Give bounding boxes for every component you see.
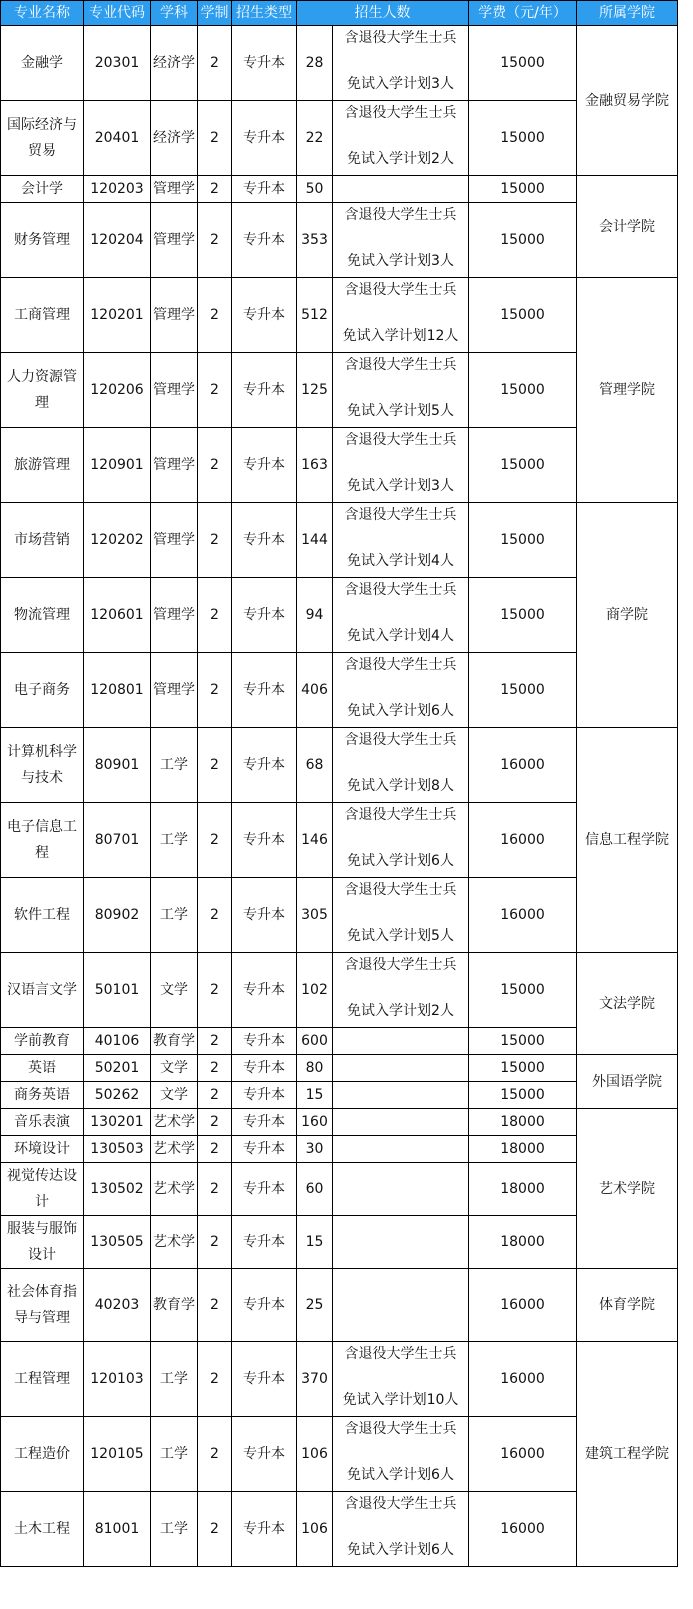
note-cell <box>333 1269 469 1342</box>
note-cell <box>333 653 469 728</box>
fee-cell: 15000 <box>469 26 577 101</box>
code-cell: 50201 <box>84 1055 151 1082</box>
years-cell: 2 <box>198 1216 232 1269</box>
type-cell: 专升本 <box>232 428 297 503</box>
count-cell: 80 <box>297 1055 333 1082</box>
major-cell: 国际经济与贸易 <box>1 101 84 176</box>
note-line-exempt: 免试入学计划3人 <box>347 253 454 269</box>
table-row <box>1 1492 678 1567</box>
college-cell: 金融贸易学院 <box>577 26 678 176</box>
note-cell <box>333 953 469 1028</box>
fee-cell: 18000 <box>469 1163 577 1216</box>
fee-cell: 16000 <box>469 1269 577 1342</box>
fee-cell: 16000 <box>469 1342 577 1417</box>
note-line-veterans: 含退役大学生士兵 <box>344 882 457 898</box>
note-cell <box>333 26 469 101</box>
note-line-exempt: 免试入学计划3人 <box>347 478 454 494</box>
note-line-veterans: 含退役大学生士兵 <box>344 657 457 673</box>
note-line-veterans: 含退役大学生士兵 <box>344 582 457 598</box>
count-cell: 353 <box>297 203 333 278</box>
years-cell: 2 <box>198 176 232 203</box>
discipline-cell: 工学 <box>151 1342 198 1417</box>
major-cell: 电子商务 <box>1 653 84 728</box>
code-cell: 40203 <box>84 1269 151 1342</box>
header-row <box>1 1 678 26</box>
years-cell: 2 <box>198 503 232 578</box>
count-cell: 406 <box>297 653 333 728</box>
college-cell: 信息工程学院 <box>577 728 678 953</box>
type-cell: 专升本 <box>232 278 297 353</box>
fee-cell: 15000 <box>469 176 577 203</box>
discipline-cell: 文学 <box>151 1082 198 1109</box>
note-line-veterans: 含退役大学生士兵 <box>344 1421 457 1437</box>
fee-cell: 15000 <box>469 578 577 653</box>
discipline-cell: 工学 <box>151 803 198 878</box>
note-cell <box>333 1163 469 1216</box>
note-line-exempt: 免试入学计划8人 <box>347 778 454 794</box>
fee-cell: 16000 <box>469 728 577 803</box>
table-row <box>1 578 678 653</box>
major-cell: 电子信息工程 <box>1 803 84 878</box>
type-cell: 专升本 <box>232 203 297 278</box>
code-cell: 80701 <box>84 803 151 878</box>
note-cell <box>333 176 469 203</box>
code-cell: 50262 <box>84 1082 151 1109</box>
count-cell: 144 <box>297 503 333 578</box>
fee-cell: 18000 <box>469 1109 577 1136</box>
years-cell: 2 <box>198 803 232 878</box>
note-line-exempt: 免试入学计划4人 <box>347 553 454 569</box>
count-cell: 50 <box>297 176 333 203</box>
note-line-veterans: 含退役大学生士兵 <box>344 357 457 373</box>
years-cell: 2 <box>198 1342 232 1417</box>
note-line-veterans: 含退役大学生士兵 <box>344 807 457 823</box>
note-cell <box>333 278 469 353</box>
major-cell: 视觉传达设计 <box>1 1163 84 1216</box>
type-cell: 专升本 <box>232 1216 297 1269</box>
years-cell: 2 <box>198 653 232 728</box>
college-cell: 艺术学院 <box>577 1109 678 1269</box>
type-cell: 专升本 <box>232 1417 297 1492</box>
table-row <box>1 1082 678 1109</box>
years-cell: 2 <box>198 578 232 653</box>
fee-cell: 15000 <box>469 203 577 278</box>
fee-cell: 18000 <box>469 1216 577 1269</box>
code-cell: 80902 <box>84 878 151 953</box>
fee-cell: 15000 <box>469 428 577 503</box>
note-line-exempt: 免试入学计划12人 <box>342 328 459 344</box>
years-cell: 2 <box>198 1269 232 1342</box>
college-cell: 体育学院 <box>577 1269 678 1342</box>
discipline-cell: 教育学 <box>151 1028 198 1055</box>
major-cell: 服装与服饰设计 <box>1 1216 84 1269</box>
discipline-cell: 管理学 <box>151 503 198 578</box>
note-line-veterans: 含退役大学生士兵 <box>344 30 457 46</box>
note-cell <box>333 728 469 803</box>
note-cell <box>333 803 469 878</box>
count-cell: 28 <box>297 26 333 101</box>
count-cell: 512 <box>297 278 333 353</box>
fee-cell: 16000 <box>469 1492 577 1567</box>
note-cell <box>333 353 469 428</box>
count-cell: 30 <box>297 1136 333 1163</box>
type-cell: 专升本 <box>232 1082 297 1109</box>
code-cell: 120204 <box>84 203 151 278</box>
major-cell: 商务英语 <box>1 1082 84 1109</box>
code-cell: 130503 <box>84 1136 151 1163</box>
table-row <box>1 803 678 878</box>
table-row <box>1 728 678 803</box>
code-cell: 20401 <box>84 101 151 176</box>
major-cell: 音乐表演 <box>1 1109 84 1136</box>
note-line-exempt: 免试入学计划5人 <box>347 928 454 944</box>
note-cell <box>333 1342 469 1417</box>
fee-cell: 15000 <box>469 953 577 1028</box>
table-row <box>1 101 678 176</box>
years-cell: 2 <box>198 1136 232 1163</box>
years-cell: 2 <box>198 1109 232 1136</box>
college-cell: 会计学院 <box>577 176 678 278</box>
type-cell: 专升本 <box>232 803 297 878</box>
code-cell: 40106 <box>84 1028 151 1055</box>
type-cell: 专升本 <box>232 1342 297 1417</box>
major-cell: 环境设计 <box>1 1136 84 1163</box>
fee-cell: 16000 <box>469 1417 577 1492</box>
discipline-cell: 经济学 <box>151 26 198 101</box>
header-years: 学制 <box>198 1 232 26</box>
major-cell: 社会体育指导与管理 <box>1 1269 84 1342</box>
code-cell: 120601 <box>84 578 151 653</box>
count-cell: 160 <box>297 1109 333 1136</box>
code-cell: 120203 <box>84 176 151 203</box>
years-cell: 2 <box>198 278 232 353</box>
years-cell: 2 <box>198 953 232 1028</box>
discipline-cell: 管理学 <box>151 428 198 503</box>
note-line-veterans: 含退役大学生士兵 <box>344 207 457 223</box>
discipline-cell: 工学 <box>151 1492 198 1567</box>
discipline-cell: 工学 <box>151 1417 198 1492</box>
header-major: 专业名称 <box>1 1 84 26</box>
code-cell: 120801 <box>84 653 151 728</box>
major-cell: 财务管理 <box>1 203 84 278</box>
type-cell: 专升本 <box>232 353 297 428</box>
code-cell: 130502 <box>84 1163 151 1216</box>
table-row <box>1 1109 678 1136</box>
discipline-cell: 工学 <box>151 878 198 953</box>
years-cell: 2 <box>198 1492 232 1567</box>
note-cell <box>333 203 469 278</box>
header-fee: 学费（元/年） <box>469 1 577 26</box>
count-cell: 163 <box>297 428 333 503</box>
note-line-exempt: 免试入学计划4人 <box>347 628 454 644</box>
discipline-cell: 文学 <box>151 1055 198 1082</box>
major-cell: 旅游管理 <box>1 428 84 503</box>
count-cell: 146 <box>297 803 333 878</box>
years-cell: 2 <box>198 1417 232 1492</box>
major-cell: 土木工程 <box>1 1492 84 1567</box>
note-line-veterans: 含退役大学生士兵 <box>344 732 457 748</box>
note-line-exempt: 免试入学计划2人 <box>347 1003 454 1019</box>
major-cell: 学前教育 <box>1 1028 84 1055</box>
note-cell <box>333 1082 469 1109</box>
count-cell: 68 <box>297 728 333 803</box>
discipline-cell: 教育学 <box>151 1269 198 1342</box>
years-cell: 2 <box>198 728 232 803</box>
college-cell: 文法学院 <box>577 953 678 1055</box>
years-cell: 2 <box>198 101 232 176</box>
type-cell: 专升本 <box>232 728 297 803</box>
major-cell: 金融学 <box>1 26 84 101</box>
type-cell: 专升本 <box>232 953 297 1028</box>
major-cell: 英语 <box>1 1055 84 1082</box>
years-cell: 2 <box>198 1163 232 1216</box>
note-line-exempt: 免试入学计划5人 <box>347 403 454 419</box>
years-cell: 2 <box>198 428 232 503</box>
note-line-veterans: 含退役大学生士兵 <box>344 105 457 121</box>
code-cell: 50101 <box>84 953 151 1028</box>
count-cell: 370 <box>297 1342 333 1417</box>
header-discipline: 学科 <box>151 1 198 26</box>
type-cell: 专升本 <box>232 1163 297 1216</box>
note-line-exempt: 免试入学计划3人 <box>347 76 454 92</box>
years-cell: 2 <box>198 1028 232 1055</box>
note-line-veterans: 含退役大学生士兵 <box>344 1346 457 1362</box>
type-cell: 专升本 <box>232 1492 297 1567</box>
type-cell: 专升本 <box>232 1055 297 1082</box>
note-cell <box>333 1417 469 1492</box>
note-cell <box>333 878 469 953</box>
table-row <box>1 1055 678 1082</box>
type-cell: 专升本 <box>232 1109 297 1136</box>
type-cell: 专升本 <box>232 653 297 728</box>
fee-cell: 15000 <box>469 503 577 578</box>
table-row <box>1 278 678 353</box>
count-cell: 15 <box>297 1082 333 1109</box>
fee-cell: 15000 <box>469 278 577 353</box>
code-cell: 120105 <box>84 1417 151 1492</box>
note-cell <box>333 1109 469 1136</box>
count-cell: 102 <box>297 953 333 1028</box>
years-cell: 2 <box>198 353 232 428</box>
discipline-cell: 管理学 <box>151 353 198 428</box>
college-cell: 建筑工程学院 <box>577 1342 678 1567</box>
code-cell: 120201 <box>84 278 151 353</box>
count-cell: 305 <box>297 878 333 953</box>
major-cell: 物流管理 <box>1 578 84 653</box>
table-row <box>1 653 678 728</box>
count-cell: 106 <box>297 1417 333 1492</box>
fee-cell: 15000 <box>469 653 577 728</box>
fee-cell: 18000 <box>469 1136 577 1163</box>
years-cell: 2 <box>198 1082 232 1109</box>
note-line-exempt: 免试入学计划10人 <box>342 1392 459 1408</box>
table-row <box>1 1216 678 1269</box>
discipline-cell: 文学 <box>151 953 198 1028</box>
table-row <box>1 1163 678 1216</box>
college-cell: 管理学院 <box>577 278 678 503</box>
college-cell: 外国语学院 <box>577 1055 678 1109</box>
header-college: 所属学院 <box>577 1 678 26</box>
discipline-cell: 管理学 <box>151 278 198 353</box>
years-cell: 2 <box>198 1055 232 1082</box>
type-cell: 专升本 <box>232 26 297 101</box>
note-line-exempt: 免试入学计划6人 <box>347 853 454 869</box>
note-line-veterans: 含退役大学生士兵 <box>344 957 457 973</box>
code-cell: 130505 <box>84 1216 151 1269</box>
code-cell: 80901 <box>84 728 151 803</box>
discipline-cell: 管理学 <box>151 203 198 278</box>
header-type: 招生类型 <box>232 1 297 26</box>
fee-cell: 15000 <box>469 101 577 176</box>
note-line-veterans: 含退役大学生士兵 <box>344 282 457 298</box>
fee-cell: 15000 <box>469 1055 577 1082</box>
discipline-cell: 艺术学 <box>151 1136 198 1163</box>
years-cell: 2 <box>198 26 232 101</box>
code-cell: 120901 <box>84 428 151 503</box>
table-row <box>1 1342 678 1417</box>
type-cell: 专升本 <box>232 1269 297 1342</box>
table-row <box>1 203 678 278</box>
college-cell: 商学院 <box>577 503 678 728</box>
table-row <box>1 1136 678 1163</box>
years-cell: 2 <box>198 878 232 953</box>
note-line-veterans: 含退役大学生士兵 <box>344 432 457 448</box>
count-cell: 94 <box>297 578 333 653</box>
code-cell: 120206 <box>84 353 151 428</box>
table-row <box>1 1417 678 1492</box>
discipline-cell: 管理学 <box>151 176 198 203</box>
count-cell: 60 <box>297 1163 333 1216</box>
major-cell: 工程造价 <box>1 1417 84 1492</box>
code-cell: 20301 <box>84 26 151 101</box>
table-row <box>1 1028 678 1055</box>
note-cell <box>333 578 469 653</box>
type-cell: 专升本 <box>232 101 297 176</box>
fee-cell: 16000 <box>469 803 577 878</box>
note-cell <box>333 428 469 503</box>
code-cell: 130201 <box>84 1109 151 1136</box>
table-row <box>1 176 678 203</box>
years-cell: 2 <box>198 203 232 278</box>
type-cell: 专升本 <box>232 1028 297 1055</box>
note-cell <box>333 1055 469 1082</box>
note-cell <box>333 1492 469 1567</box>
code-cell: 81001 <box>84 1492 151 1567</box>
count-cell: 600 <box>297 1028 333 1055</box>
note-cell <box>333 1136 469 1163</box>
discipline-cell: 艺术学 <box>151 1109 198 1136</box>
discipline-cell: 经济学 <box>151 101 198 176</box>
type-cell: 专升本 <box>232 1136 297 1163</box>
count-cell: 106 <box>297 1492 333 1567</box>
major-cell: 汉语言文学 <box>1 953 84 1028</box>
major-cell: 计算机科学与技术 <box>1 728 84 803</box>
code-cell: 120202 <box>84 503 151 578</box>
count-cell: 15 <box>297 1216 333 1269</box>
fee-cell: 15000 <box>469 353 577 428</box>
note-cell <box>333 503 469 578</box>
note-line-exempt: 免试入学计划6人 <box>347 1467 454 1483</box>
note-line-veterans: 含退役大学生士兵 <box>344 507 457 523</box>
discipline-cell: 管理学 <box>151 578 198 653</box>
major-cell: 工商管理 <box>1 278 84 353</box>
type-cell: 专升本 <box>232 503 297 578</box>
table-row <box>1 878 678 953</box>
count-cell: 25 <box>297 1269 333 1342</box>
type-cell: 专升本 <box>232 878 297 953</box>
code-cell: 120103 <box>84 1342 151 1417</box>
note-line-exempt: 免试入学计划2人 <box>347 151 454 167</box>
note-cell <box>333 101 469 176</box>
header-code: 专业代码 <box>84 1 151 26</box>
count-cell: 125 <box>297 353 333 428</box>
table-row <box>1 503 678 578</box>
type-cell: 专升本 <box>232 176 297 203</box>
table-row <box>1 1269 678 1342</box>
major-cell: 工程管理 <box>1 1342 84 1417</box>
table-row <box>1 353 678 428</box>
fee-cell: 15000 <box>469 1028 577 1055</box>
count-cell: 22 <box>297 101 333 176</box>
note-line-exempt: 免试入学计划6人 <box>347 703 454 719</box>
table-row <box>1 26 678 101</box>
major-cell: 人力资源管理 <box>1 353 84 428</box>
discipline-cell: 工学 <box>151 728 198 803</box>
discipline-cell: 艺术学 <box>151 1216 198 1269</box>
discipline-cell: 艺术学 <box>151 1163 198 1216</box>
fee-cell: 16000 <box>469 878 577 953</box>
discipline-cell: 管理学 <box>151 653 198 728</box>
major-cell: 市场营销 <box>1 503 84 578</box>
major-cell: 会计学 <box>1 176 84 203</box>
major-cell: 软件工程 <box>1 878 84 953</box>
header-count: 招生人数 <box>297 1 469 26</box>
table-row <box>1 953 678 1028</box>
note-cell <box>333 1028 469 1055</box>
note-cell <box>333 1216 469 1269</box>
note-line-veterans: 含退役大学生士兵 <box>344 1496 457 1512</box>
table-row <box>1 428 678 503</box>
type-cell: 专升本 <box>232 578 297 653</box>
note-line-exempt: 免试入学计划6人 <box>347 1542 454 1558</box>
fee-cell: 15000 <box>469 1082 577 1109</box>
